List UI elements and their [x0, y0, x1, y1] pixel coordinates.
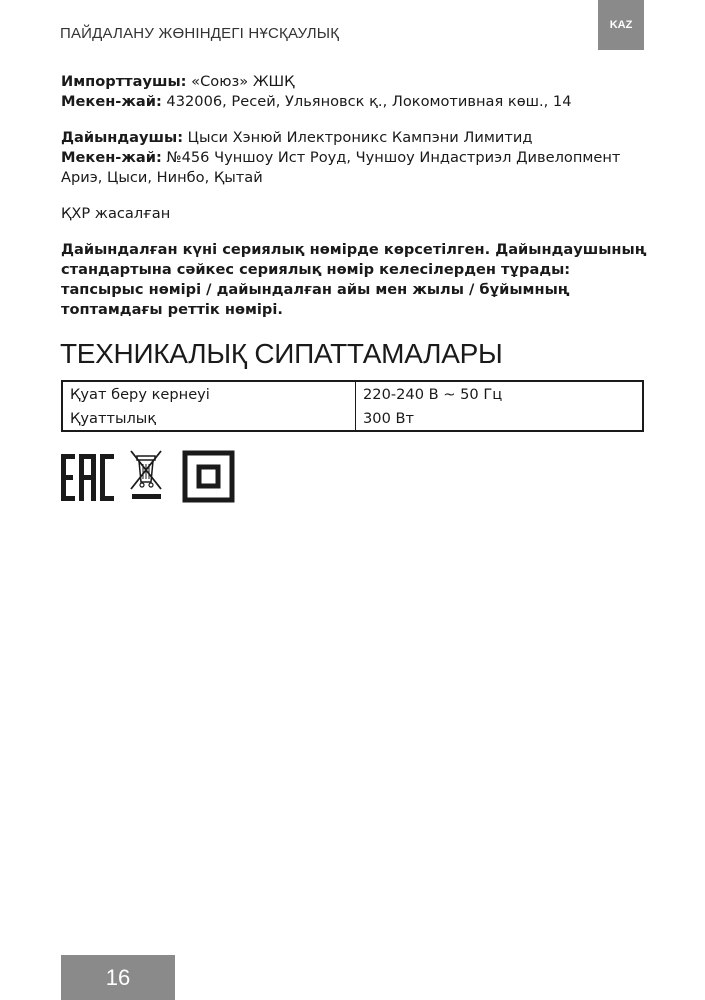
importer-block: [61, 72, 647, 112]
manufacturer-address-value: №456 Чуншоу Ист Роуд, Чуншоу Индастриэл Дивелопмент Ариэ, Цыси, Нинбо, Қытай: [61, 149, 621, 186]
importer-value: «Союз» ЖШҚ: [186, 73, 295, 90]
serial-note: Дайындалған күні сериялық нөмірде көрсетілген. Дайындаушының стандартына сәйкес сериялық нөмір келесілерден тұрады: тапсырыс нөмірі / дайындалған айы мен жылы / бұйымның топтамдағы реттік нөмірі.: [61, 241, 647, 318]
importer-address-value: 432006, Ресей, Ульяновск қ., Локомотивная көш., 14: [161, 93, 572, 110]
document-body: [61, 72, 647, 336]
table-row: [62, 381, 643, 406]
double-insulation-icon: [185, 453, 232, 500]
table-row: [62, 406, 643, 431]
manufacturer-value: Цыси Хэнюй Илектроникс Кампэни Лимитид: [183, 129, 533, 146]
spec-param: Қуаттылық: [62, 406, 356, 431]
spec-value: 300 Вт: [363, 409, 415, 427]
importer-label: Импорттаушы:: [61, 73, 187, 90]
header-title: ПАЙДАЛАНУ ЖӨНІНДЕГІ НҰСҚАУЛЫҚ: [60, 25, 340, 42]
importer-address-label: Мекен-жай:: [61, 93, 162, 110]
specs-title: ТЕХНИКАЛЫҚ СИПАТТАМАЛАРЫ: [60, 338, 503, 369]
manufacturer-address-label: Мекен-жай:: [61, 149, 162, 166]
certification-marks: [60, 448, 240, 512]
specs-table: [61, 380, 644, 432]
language-tab: KAZ: [598, 0, 644, 50]
made-in-text: ҚХР жасалған: [61, 205, 171, 222]
weee-bin-icon: [131, 451, 161, 499]
manufacturer-label: Дайындаушы:: [61, 129, 184, 146]
spec-param: Қуат беру кернеуі: [62, 381, 356, 406]
marks-svg: [60, 448, 240, 508]
spec-value: 220-240 В ~ 50 Гц: [363, 385, 503, 403]
page-number: 16: [61, 955, 175, 1000]
eac-mark-icon: [61, 454, 114, 501]
manufacturer-block: [61, 128, 647, 188]
